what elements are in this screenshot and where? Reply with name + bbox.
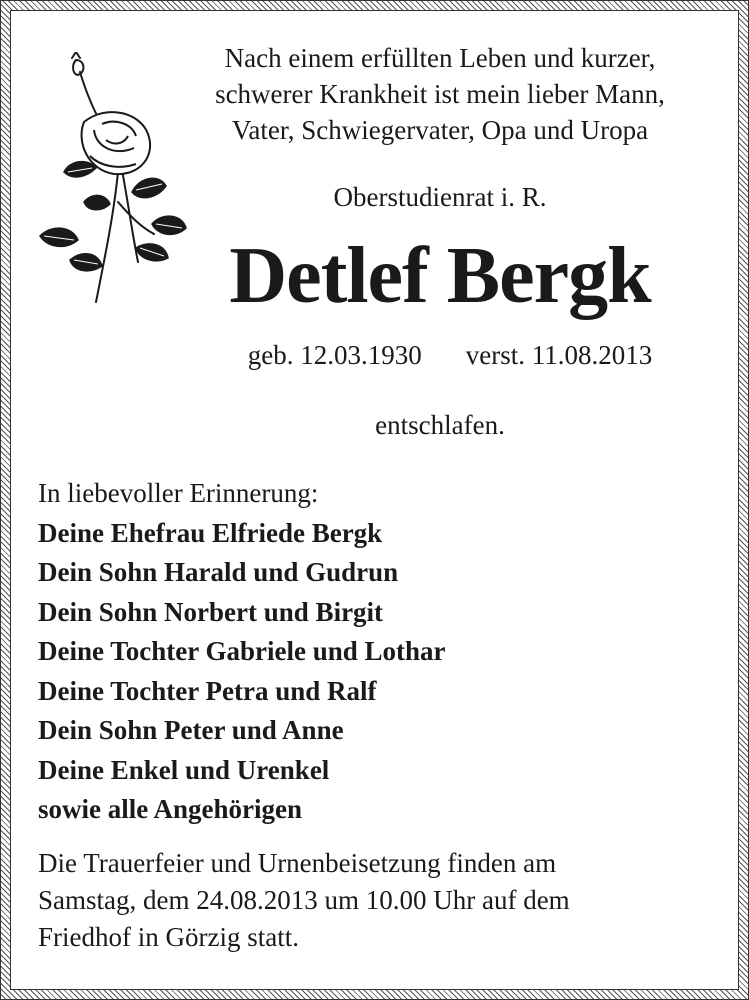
mourner-entry: Deine Tochter Gabriele und Lothar: [38, 636, 446, 666]
mourner-entry: Dein Sohn Norbert und Birgit: [38, 596, 384, 627]
ceremony-line: Die Trauerfeier und Urnenbeisetzung finden am: [38, 848, 557, 878]
mourner-entry: Dein Sohn Peter und Anne: [38, 715, 344, 745]
mourner-entry: sowie alle Angehörigen: [38, 794, 302, 824]
intro-line: Vater, Schwiegervater, Opa und Uropa: [231, 115, 649, 145]
passing-text: entschlafen.: [375, 410, 505, 440]
mourner-entry: Dein Sohn Harald und Gudrun: [38, 557, 399, 587]
mourner-entry: Deine Enkel und Urenkel: [38, 754, 330, 785]
ceremony-line: Friedhof in Görzig statt.: [38, 922, 299, 952]
birth-date: geb. 12.03.1930: [247, 340, 422, 370]
intro-text: [170, 40, 710, 148]
death-date: verst. 11.08.2013: [465, 340, 653, 370]
intro-line: schwerer Krankheit ist mein lieber Mann,: [215, 79, 665, 109]
mourners-list: [38, 474, 698, 830]
mourner-entry: Deine Tochter Petra und Ralf: [38, 675, 377, 706]
intro-line: Nach einem erfüllten Leben und kurzer,: [224, 43, 656, 73]
ceremony-line: Samstag, dem 24.08.2013 um 10.00 Uhr auf dem: [38, 885, 570, 915]
deceased-title: Oberstudienrat i. R.: [333, 182, 547, 212]
deceased-name: Detlef Bergk: [229, 232, 651, 320]
mourners-intro: In liebevoller Erinnerung:: [38, 478, 319, 508]
life-dates: [190, 340, 710, 371]
mourner-entry: Deine Ehefrau Elfriede Bergk: [38, 517, 383, 548]
ceremony-info: [38, 845, 718, 956]
